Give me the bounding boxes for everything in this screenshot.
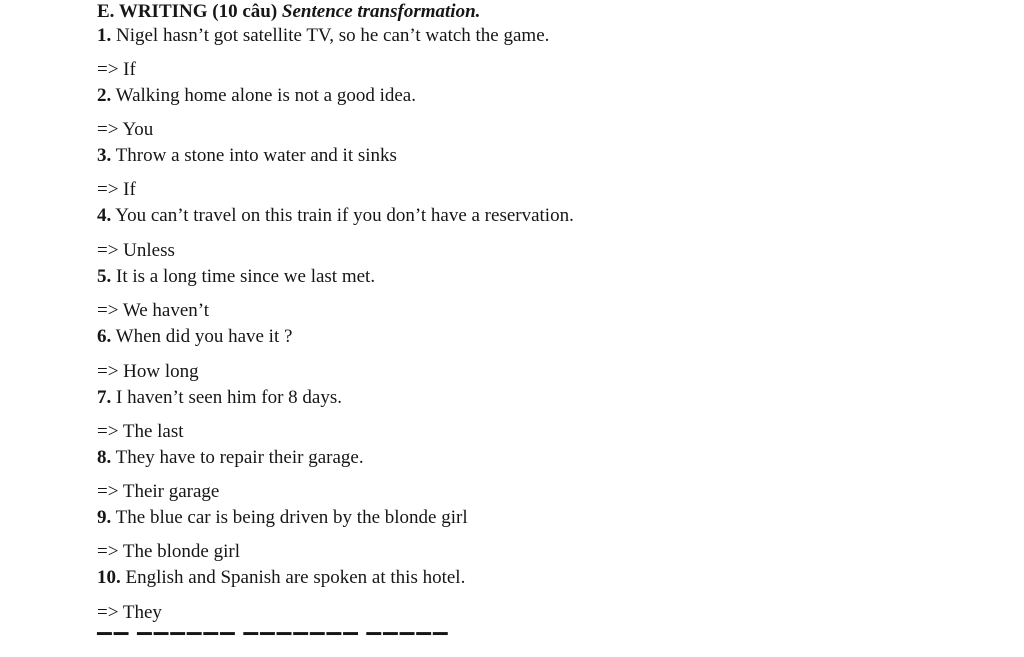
section-heading (97, 0, 480, 24)
question-6 (97, 325, 292, 349)
question-number: 10. (97, 567, 121, 588)
answer-prompt-5: => We haven’t (97, 300, 210, 321)
cut-off-text-fragment: ▔▔ ▔▔▔▔▔▔ ▔▔▔▔▔▔▔ ▔▔▔▔▔ (97, 634, 450, 655)
question-sentence: I haven’t seen him for 8 days. (116, 387, 343, 408)
question-8 (97, 446, 364, 470)
question-sentence: They have to repair their garage. (115, 447, 364, 468)
question-sentence: The blue car is being driven by the blonde girl (115, 507, 468, 528)
question-5 (97, 265, 375, 289)
question-number: 9. (97, 507, 112, 528)
question-sentence: Throw a stone into water and it sinks (115, 145, 397, 166)
question-number: 2. (97, 85, 112, 106)
question-10 (97, 566, 465, 590)
question-1 (97, 24, 549, 48)
question-number: 7. (97, 387, 112, 408)
answer-prompt-9: => The blonde girl (97, 541, 240, 562)
question-7 (97, 386, 342, 410)
question-sentence: It is a long time since we last met. (116, 266, 376, 287)
question-2 (97, 84, 416, 108)
answer-prompt-1: => If (97, 59, 136, 80)
answer-prompt-6: => How long (97, 361, 199, 382)
section-heading-subtitle: Sentence transformation. (281, 1, 481, 22)
question-number: 3. (97, 145, 112, 166)
answer-prompt-4: => Unless (97, 240, 175, 261)
answer-prompt-7: => The last (97, 421, 184, 442)
question-4 (97, 204, 574, 228)
question-number: 8. (97, 447, 112, 468)
cut-off-next-heading (97, 630, 450, 655)
question-number: 1. (97, 25, 112, 46)
question-number: 4. (97, 205, 112, 226)
question-sentence: Nigel hasn’t got satellite TV, so he can’t watch the game. (116, 25, 550, 46)
question-sentence: You can’t travel on this train if you don’t have a reservation. (115, 205, 574, 226)
question-number: 6. (97, 326, 112, 347)
section-heading-label: E. WRITING (10 câu) (97, 1, 278, 22)
question-sentence: When did you have it ? (115, 326, 293, 347)
answer-prompt-2: => You (97, 119, 154, 140)
answer-prompt-8: => Their garage (97, 481, 220, 502)
question-sentence: Walking home alone is not a good idea. (115, 85, 416, 106)
question-9 (97, 506, 468, 530)
answer-prompt-3: => If (97, 179, 136, 200)
question-3 (97, 144, 397, 168)
question-sentence: English and Spanish are spoken at this hotel. (125, 567, 466, 588)
answer-prompt-10: => They (97, 602, 162, 623)
question-number: 5. (97, 266, 112, 287)
